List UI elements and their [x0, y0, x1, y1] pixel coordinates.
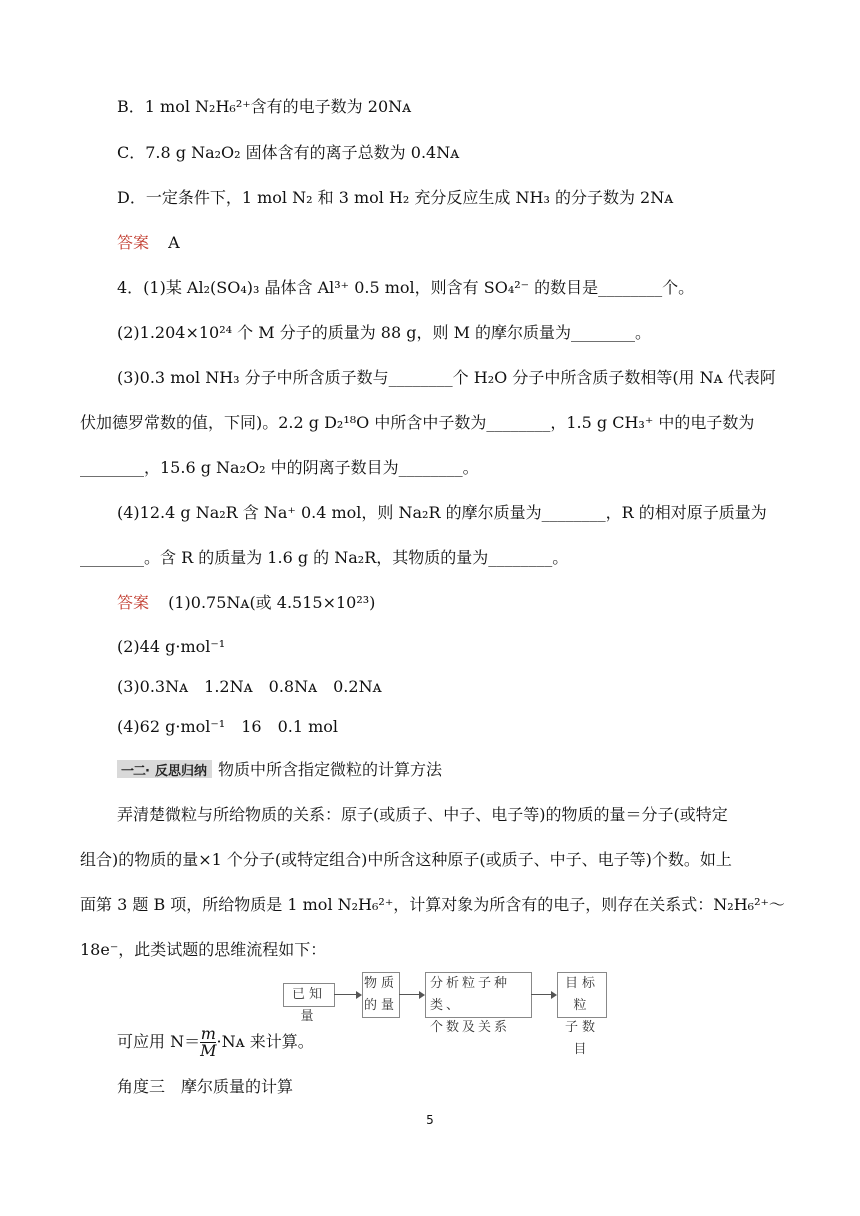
formula-prefix: 可应用 N＝ [117, 1032, 201, 1051]
answer-2-1: (1)0.75Nᴀ(或 4.515×10²³) [168, 593, 376, 612]
option-d: D．一定条件下，1 mol N₂ 和 3 mol H₂ 充分反应生成 NH₃ 的分子数为 2Nᴀ [117, 188, 674, 207]
page-number: 5 [426, 1113, 434, 1127]
answer-2-2: (2)44 g·mol⁻¹ [117, 637, 226, 656]
answer-2-3: (3)0.3Nᴀ 1.2Nᴀ 0.8Nᴀ 0.2Nᴀ [117, 677, 382, 696]
flow-arrow-1 [334, 994, 360, 995]
paragraph-line-1: 弄清楚微粒与所给物质的关系：原子(或质子、中子、电子等)的物质的量＝分子(或特定 [117, 805, 728, 824]
question-4-4b: ________。含 R 的质量为 1.6 g 的 Na₂R，其物质的量为________。 [80, 548, 569, 567]
formula-numerator: m [200, 1024, 216, 1043]
flow-box-target-line1: 目标粒 [564, 976, 599, 1013]
question-4-3a: (3)0.3 mol NH₃ 分子中所含质子数与________个 H₂O 分子中所含质子数相等(用 Nᴀ 代表阿 [117, 368, 776, 387]
paragraph-line-2: 组合)的物质的量×1 个分子(或特定组合)中所含这种原子(或质子、中子、电子等)个数。如上 [80, 850, 732, 869]
answer-2 [117, 592, 375, 614]
question-4-1: 4．(1)某 Al₂(SO₄)₃ 晶体含 Al³⁺ 0.5 mol，则含有 SO₄²⁻ 的数目是________个。 [117, 278, 695, 297]
answer-1 [117, 232, 180, 254]
flow-box-amount [362, 972, 400, 1018]
flow-box-analyze-line2: 个数及关系 [430, 1020, 511, 1035]
formula-fraction [200, 1026, 216, 1059]
option-b: B．1 mol N₂H₆²⁺含有的电子数为 20Nᴀ [117, 97, 412, 116]
flow-box-analyze-line1: 分析粒子种类、 [430, 976, 511, 1013]
paragraph-line-4: 18e⁻，此类试题的思维流程如下： [80, 940, 327, 959]
answer-2-4: (4)62 g·mol⁻¹ 16 0.1 mol [117, 717, 339, 736]
question-4-3b: 伏加德罗常数的值，下同)。2.2 g D₂¹⁸O 中所含中子数为________，1.5 g CH₃⁺ 中的电子数为 [80, 413, 755, 432]
formula-denominator: M [200, 1041, 217, 1060]
formula-line [117, 1026, 314, 1059]
paragraph-line-3: 面第 3 题 B 项，所给物质是 1 mol N₂H₆²⁺，计算对象为所含有的电子，则存在关系式：N₂H₆²⁺～ [80, 895, 785, 914]
section-heading: 物质中所含指定微粒的计算方法 [218, 760, 443, 779]
flow-box-analyze [425, 972, 532, 1035]
question-4-2: (2)1.204×10²⁴ 个 M 分子的质量为 88 g，则 M 的摩尔质量为________。 [117, 323, 652, 342]
formula-suffix: ·Nᴀ 来计算。 [216, 1032, 314, 1051]
flow-box-target-line2: 子数目 [564, 1020, 599, 1057]
reflection-badge: 一二· 反思归纳 [117, 760, 212, 778]
flow-box-amount-line1: 物质 [363, 976, 398, 991]
flow-box-known: 已知量 [283, 983, 335, 1007]
badge-label: 反思归纳 [154, 763, 207, 779]
answer-value: A [168, 233, 180, 252]
answer-label-2: 答案 [117, 593, 150, 612]
angle-three-heading: 角度三 摩尔质量的计算 [117, 1077, 294, 1096]
flow-box-target [557, 972, 607, 1057]
flow-arrow-2 [399, 994, 423, 995]
flow-arrow-3 [531, 994, 555, 995]
flow-box-amount-line2: 的量 [363, 998, 398, 1013]
answer-label: 答案 [117, 233, 150, 252]
question-4-4a: (4)12.4 g Na₂R 含 Na⁺ 0.4 mol，则 Na₂R 的摩尔质量为________，R 的相对原子质量为 [117, 503, 767, 522]
option-c: C．7.8 g Na₂O₂ 固体含有的离子总数为 0.4Nᴀ [117, 143, 460, 162]
question-4-3c: ________，15.6 g Na₂O₂ 中的阴离子数目为________。 [80, 458, 479, 477]
